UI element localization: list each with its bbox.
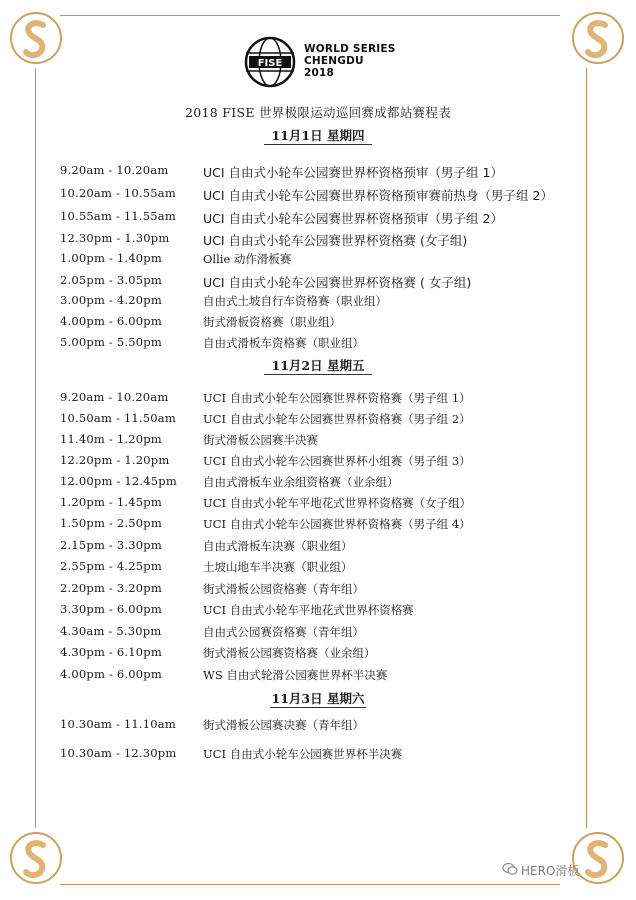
row-time: 12.00pm - 12.45pm	[60, 474, 177, 488]
row-time: 12.20pm - 1.20pm	[60, 453, 170, 467]
row-time: 1.50pm - 2.50pm	[60, 516, 162, 530]
row-event: 自由式滑板车决赛（职业组）	[203, 539, 353, 553]
day-header-underline	[264, 144, 372, 145]
day-header: 11月3日 星期六	[271, 691, 365, 706]
row-time: 10.55am - 11.55am	[60, 209, 176, 223]
row-time: 3.00pm - 4.20pm	[60, 293, 162, 307]
right-border	[586, 68, 587, 828]
row-time: 2.20pm - 3.20pm	[60, 581, 162, 595]
row-event: 街式滑板公园资格赛（青年组）	[203, 582, 364, 596]
wechat-icon	[502, 861, 518, 877]
left-border	[35, 68, 36, 828]
row-time: 2.15pm - 3.30pm	[60, 538, 162, 552]
serpent-s-icon	[8, 830, 64, 886]
logo-mark: FISE	[257, 58, 283, 69]
row-time: 10.30am - 12.30pm	[60, 746, 177, 760]
row-event: UCI 自由式小轮车公园赛世界杯资格赛（男子组 2）	[203, 412, 471, 426]
logo-line: CHENGDU	[304, 55, 364, 67]
row-event: UCI 自由式小轮车公园赛世界杯资格赛 (女子组)	[203, 233, 468, 248]
row-event: 自由式公园赛资格赛（青年组）	[203, 625, 364, 639]
row-event: 街式滑板资格赛（职业组）	[203, 315, 341, 329]
row-time: 9.20am - 10.20am	[60, 390, 169, 404]
row-time: 10.20am - 10.55am	[60, 186, 176, 200]
row-event: 自由式滑板车业余组资格赛（业余组）	[203, 475, 399, 489]
row-event: UCI 自由式小轮车公园赛世界杯资格预审（男子组 1）	[203, 165, 503, 180]
row-event: Ollie 动作滑板赛	[203, 252, 292, 266]
logo-line: 2018	[304, 67, 335, 79]
top-border	[60, 15, 560, 16]
row-event: 自由式土坡自行车资格赛（职业组）	[203, 294, 387, 308]
row-event: UCI 自由式小轮车公园赛世界杯半决赛	[203, 747, 403, 761]
row-event: UCI 自由式小轮车公园赛世界杯资格预审（男子组 2）	[203, 211, 503, 226]
event-logo	[244, 36, 404, 88]
row-event: 土坡山地车半决赛（职业组）	[203, 560, 353, 574]
logo-wordmark	[304, 43, 396, 79]
row-event: UCI 自由式小轮车公园赛世界杯小组赛（男子组 3）	[203, 454, 471, 468]
day-header: 11月1日 星期四	[271, 128, 365, 143]
row-event: UCI 自由式小轮车公园赛世界杯资格赛（男子组 1）	[203, 391, 471, 405]
logo-line: WORLD SERIES	[304, 43, 396, 55]
row-time: 1.00pm - 1.40pm	[60, 251, 162, 265]
row-time: 12.30pm - 1.30pm	[60, 231, 170, 245]
row-event: 自由式滑板车资格赛（职业组）	[203, 336, 364, 350]
row-time: 1.20pm - 1.45pm	[60, 495, 162, 509]
day-header: 11月2日 星期五	[271, 358, 365, 373]
row-event: UCI 自由式小轮车公园赛世界杯资格赛 ( 女子组)	[203, 275, 472, 290]
day-header-underline	[270, 707, 366, 708]
row-time: 4.30am - 5.30pm	[60, 624, 162, 638]
watermark-text: HERO滑板	[521, 864, 580, 878]
row-time: 10.50am - 11.50am	[60, 411, 176, 425]
row-time: 3.30pm - 6.00pm	[60, 602, 162, 616]
row-event: 街式滑板公园赛半决赛	[203, 433, 318, 447]
row-time: 2.55pm - 4.25pm	[60, 559, 162, 573]
row-time: 5.00pm - 5.50pm	[60, 335, 162, 349]
row-event: UCI 自由式小轮车平地花式世界杯资格赛	[203, 603, 414, 617]
row-event: WS 自由式轮滑公园赛世界杯半决赛	[203, 668, 388, 682]
row-event: UCI 自由式小轮车公园赛世界杯资格预审赛前热身（男子组 2）	[203, 188, 553, 203]
row-time: 2.05pm - 3.05pm	[60, 273, 162, 287]
row-event: 街式滑板公园赛资格赛（业余组）	[203, 646, 376, 660]
day-header-underline	[264, 374, 372, 375]
row-time: 10.30am - 11.10am	[60, 717, 176, 731]
row-event: UCI 自由式小轮车公园赛世界杯资格赛（男子组 4）	[203, 517, 471, 531]
serpent-s-icon	[8, 10, 64, 66]
row-time: 4.00pm - 6.00pm	[60, 314, 162, 328]
globe-icon	[244, 36, 296, 88]
row-event: 街式滑板公园赛决赛（青年组）	[203, 718, 364, 732]
serpent-s-icon	[570, 10, 626, 66]
row-time: 11.40m - 1.20pm	[60, 432, 162, 446]
row-event: UCI 自由式小轮车平地花式世界杯资格赛（女子组）	[203, 496, 472, 510]
bottom-border	[60, 884, 560, 885]
schedule-title: 2018 FISE 世界极限运动巡回赛成都站赛程表	[184, 105, 452, 120]
row-time: 4.30pm - 6.10pm	[60, 645, 162, 659]
row-time: 4.00pm - 6.00pm	[60, 667, 162, 681]
row-time: 9.20am - 10.20am	[60, 163, 169, 177]
